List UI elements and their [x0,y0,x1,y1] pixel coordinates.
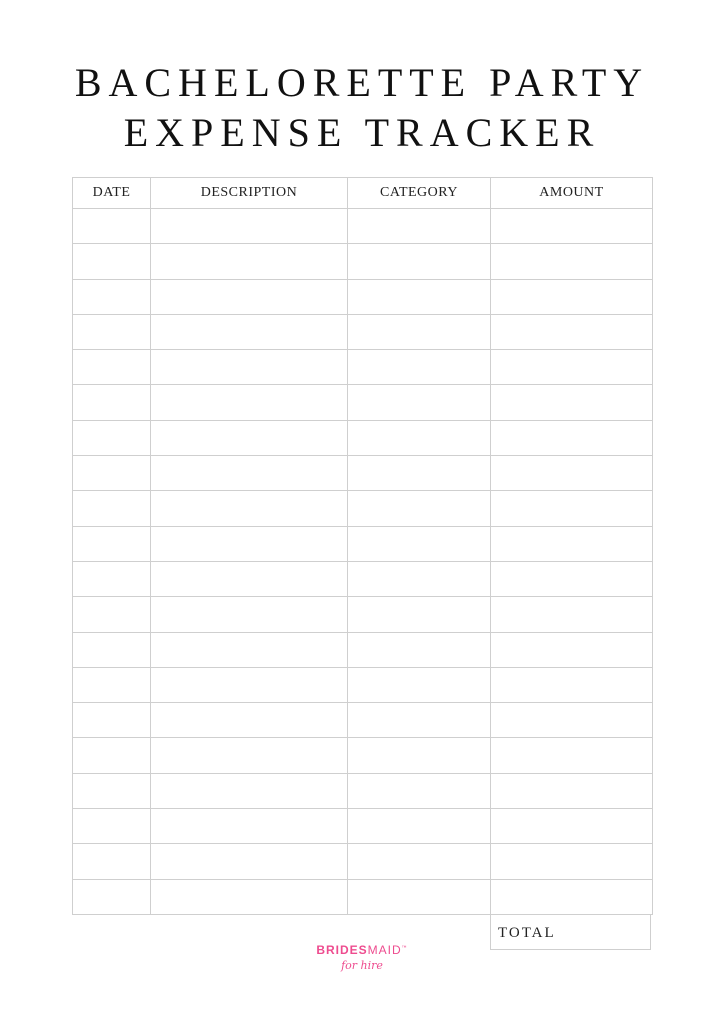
cell-category[interactable] [348,279,491,314]
table-row [73,526,653,561]
cell-date[interactable] [73,561,151,596]
logo-trademark: ™ [401,945,408,951]
table-row [73,244,653,279]
cell-description[interactable] [151,703,348,738]
table-row [73,844,653,879]
cell-date[interactable] [73,385,151,420]
table-body [73,209,653,915]
table-row [73,738,653,773]
page-title-line-2: EXPENSE TRACKER [123,110,601,155]
cell-amount[interactable] [491,597,653,632]
cell-category[interactable] [348,738,491,773]
cell-description[interactable] [151,491,348,526]
table-row [73,456,653,491]
logo-brand-bold: BRIDES [316,943,368,957]
cell-category[interactable] [348,667,491,702]
cell-amount[interactable] [491,314,653,349]
cell-category[interactable] [348,491,491,526]
cell-amount[interactable] [491,844,653,879]
table-row [73,809,653,844]
cell-date[interactable] [73,632,151,667]
cell-category[interactable] [348,809,491,844]
cell-category[interactable] [348,456,491,491]
cell-amount[interactable] [491,773,653,808]
cell-date[interactable] [73,667,151,702]
cell-category[interactable] [348,773,491,808]
cell-description[interactable] [151,279,348,314]
table-row [73,667,653,702]
cell-category[interactable] [348,314,491,349]
column-header-description: DESCRIPTION [151,178,348,209]
page-title-line-1: BACHELORETTE PARTY [74,60,650,105]
cell-amount[interactable] [491,456,653,491]
cell-date[interactable] [73,526,151,561]
cell-category[interactable] [348,597,491,632]
cell-description[interactable] [151,209,348,244]
cell-category[interactable] [348,561,491,596]
cell-date[interactable] [73,809,151,844]
cell-amount[interactable] [491,738,653,773]
table-row [73,314,653,349]
cell-date[interactable] [73,314,151,349]
cell-description[interactable] [151,809,348,844]
cell-date[interactable] [73,244,151,279]
cell-amount[interactable] [491,491,653,526]
cell-amount[interactable] [491,244,653,279]
cell-amount[interactable] [491,879,653,914]
cell-category[interactable] [348,703,491,738]
cell-description[interactable] [151,420,348,455]
cell-amount[interactable] [491,420,653,455]
table-row [73,209,653,244]
cell-amount[interactable] [491,561,653,596]
logo-tagline: for hire [341,959,383,972]
cell-date[interactable] [73,456,151,491]
cell-description[interactable] [151,597,348,632]
cell-date[interactable] [73,773,151,808]
cell-amount[interactable] [491,350,653,385]
logo-brand-light: MAID [367,943,402,957]
cell-amount[interactable] [491,279,653,314]
cell-category[interactable] [348,209,491,244]
cell-date[interactable] [73,420,151,455]
cell-amount[interactable] [491,703,653,738]
cell-description[interactable] [151,632,348,667]
cell-description[interactable] [151,844,348,879]
cell-category[interactable] [348,526,491,561]
table-row [73,350,653,385]
cell-description[interactable] [151,244,348,279]
table-row [73,879,653,914]
cell-category[interactable] [348,350,491,385]
logo-wordmark [0,944,724,956]
table-row [73,420,653,455]
cell-description[interactable] [151,456,348,491]
cell-category[interactable] [348,879,491,914]
cell-date[interactable] [73,844,151,879]
cell-amount[interactable] [491,526,653,561]
cell-amount[interactable] [491,809,653,844]
cell-category[interactable] [348,632,491,667]
column-header-category: CATEGORY [348,178,491,209]
table-row [73,632,653,667]
cell-amount[interactable] [491,385,653,420]
table-row [73,773,653,808]
table-row [73,279,653,314]
cell-date[interactable] [73,279,151,314]
cell-description[interactable] [151,385,348,420]
cell-date[interactable] [73,879,151,914]
table-row [73,491,653,526]
cell-description[interactable] [151,561,348,596]
cell-amount[interactable] [491,209,653,244]
cell-description[interactable] [151,667,348,702]
cell-description[interactable] [151,773,348,808]
table-row [73,597,653,632]
cell-date[interactable] [73,350,151,385]
cell-date[interactable] [73,209,151,244]
cell-date[interactable] [73,597,151,632]
column-header-amount: AMOUNT [491,178,653,209]
cell-category[interactable] [348,420,491,455]
table-header-row [73,178,653,209]
cell-date[interactable] [73,738,151,773]
cell-amount[interactable] [491,632,653,667]
cell-description[interactable] [151,314,348,349]
cell-description[interactable] [151,738,348,773]
cell-date[interactable] [73,703,151,738]
cell-description[interactable] [151,879,348,914]
cell-description[interactable] [151,526,348,561]
expense-table [72,177,653,915]
total-label: TOTAL [498,925,556,941]
table-row [73,703,653,738]
column-header-date: DATE [73,178,151,209]
table-row [73,561,653,596]
cell-amount[interactable] [491,667,653,702]
table-row [73,385,653,420]
cell-category[interactable] [348,844,491,879]
cell-date[interactable] [73,491,151,526]
cell-category[interactable] [348,244,491,279]
cell-category[interactable] [348,385,491,420]
cell-description[interactable] [151,350,348,385]
brand-logo [0,944,724,972]
